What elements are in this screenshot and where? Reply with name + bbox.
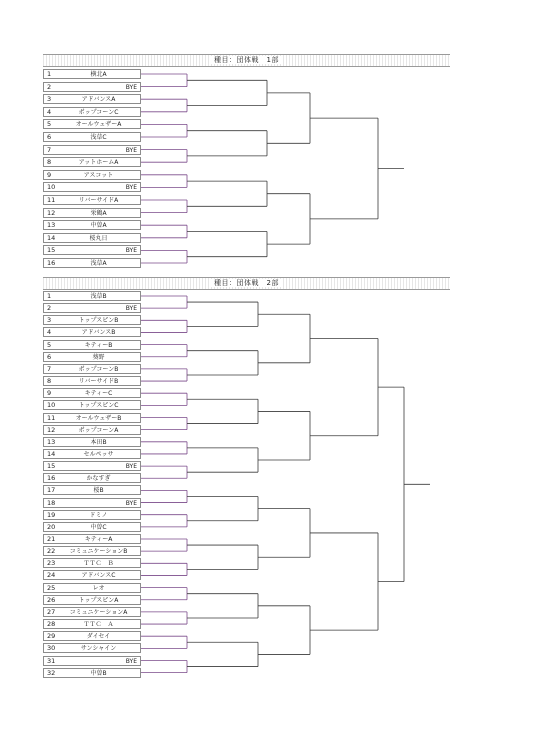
team-name: アドバンスC xyxy=(81,572,116,580)
seed-number: 24 xyxy=(47,571,56,580)
bye-label: BYE xyxy=(125,305,137,313)
team-name: 中曽B xyxy=(90,669,107,677)
seed-number: 21 xyxy=(47,535,56,543)
team-name: オールウェザーB xyxy=(75,414,122,422)
team-name: ＴＴＣ Ａ xyxy=(83,621,114,629)
team-name: かなすぎ xyxy=(86,475,111,483)
seed-number: 27 xyxy=(47,607,56,616)
team-name: 中曽A xyxy=(90,222,107,230)
seed-number: 8 xyxy=(47,158,52,167)
section1-title: 種目：団体戦 1部 xyxy=(211,56,282,64)
seed-number: 12 xyxy=(47,208,56,217)
team-name: 桜B xyxy=(93,487,104,495)
seed-number: 3 xyxy=(47,95,52,104)
seed-number: 4 xyxy=(47,328,52,337)
team-name: ポップコーンB xyxy=(78,365,119,373)
seed-number: 9 xyxy=(47,389,52,398)
team-name: レオ xyxy=(92,584,105,592)
section2-title: 種目：団体戦 2部 xyxy=(211,279,282,287)
seed-number: 16 xyxy=(47,474,56,483)
seed-number: 4 xyxy=(47,107,52,116)
seed-number: 13 xyxy=(47,221,56,230)
team-name: トップスピンB xyxy=(78,317,119,325)
seed-number: 5 xyxy=(47,120,52,129)
team-name: サンシャイン xyxy=(80,645,117,653)
team-name: リバーサイドA xyxy=(78,197,119,204)
seed-number: 25 xyxy=(47,583,56,592)
seed-number: 31 xyxy=(47,656,56,665)
team-name: アドバンスB xyxy=(81,329,116,337)
team-name: ポップコーンA xyxy=(78,426,119,434)
team-name: ポップコーンC xyxy=(78,108,119,116)
seed-number: 29 xyxy=(47,632,56,641)
seed-number: 7 xyxy=(47,145,52,154)
team-name: コミュニケーションA xyxy=(69,608,128,616)
seed-number: 2 xyxy=(47,82,52,91)
team-name: 浅草C xyxy=(90,134,107,141)
team-name: ＴＴＣ Ｂ xyxy=(83,560,114,568)
seed-number: 18 xyxy=(47,498,56,507)
seed-number: 16 xyxy=(47,259,56,267)
seed-number: 1 xyxy=(47,292,52,300)
team-name: オールウェザーA xyxy=(75,121,122,129)
team-name: 浅草A xyxy=(90,260,107,267)
seed-number: 17 xyxy=(47,486,56,495)
seed-number: 19 xyxy=(47,510,56,519)
team-name: 中曽C xyxy=(90,523,107,531)
team-name: キティーA xyxy=(84,536,113,543)
team-name: 栄鶴A xyxy=(90,209,107,217)
seed-number: 7 xyxy=(47,364,52,373)
team-name: 桜丸日 xyxy=(89,234,108,242)
bye-label: BYE xyxy=(125,499,137,507)
seed-number: 20 xyxy=(47,522,56,531)
bye-label: BYE xyxy=(125,247,137,255)
bye-label: BYE xyxy=(125,83,137,91)
team-name: アスコット xyxy=(83,171,114,179)
team-name: トップスピンC xyxy=(78,402,119,410)
team-name: ドミノ xyxy=(89,511,108,519)
seed-number: 8 xyxy=(47,377,52,386)
team-name: キティーC xyxy=(84,390,113,398)
team-name: リバーサイドB xyxy=(78,378,119,386)
seed-number: 15 xyxy=(47,246,56,255)
seed-number: 6 xyxy=(47,133,52,141)
seed-number: 15 xyxy=(47,462,56,471)
team-name: コミュニケーションB xyxy=(69,548,128,556)
seed-number: 23 xyxy=(47,559,56,568)
seed-number: 2 xyxy=(47,304,52,313)
team-name: セルペッサ xyxy=(83,450,114,458)
seed-number: 28 xyxy=(47,620,56,629)
seed-number: 14 xyxy=(47,233,56,242)
team-name: ダイセイ xyxy=(86,633,111,641)
bye-label: BYE xyxy=(125,146,137,154)
seed-number: 11 xyxy=(47,413,56,422)
seed-number: 3 xyxy=(47,316,52,325)
seed-number: 32 xyxy=(47,668,56,677)
seed-number: 13 xyxy=(47,437,56,446)
seed-number: 10 xyxy=(47,183,56,192)
seed-number: 1 xyxy=(47,70,52,78)
team-name: 浅草B xyxy=(90,293,107,300)
team-name: キティーB xyxy=(84,341,113,349)
seed-number: 22 xyxy=(47,547,56,556)
seed-number: 12 xyxy=(47,425,56,434)
seed-number: 10 xyxy=(47,401,56,410)
team-name: トップスピンA xyxy=(78,596,119,604)
team-name: アドバンスA xyxy=(81,96,116,104)
seed-number: 30 xyxy=(47,644,56,653)
seed-number: 5 xyxy=(47,340,52,349)
team-name: アットホームA xyxy=(78,159,119,167)
seed-number: 14 xyxy=(47,449,56,458)
seed-number: 9 xyxy=(47,170,52,179)
team-name: 本田B xyxy=(90,438,107,446)
seed-number: 26 xyxy=(47,595,56,604)
team-name: 葵野 xyxy=(92,353,105,361)
bye-label: BYE xyxy=(125,184,137,192)
team-name: 横北A xyxy=(90,71,107,78)
seed-number: 11 xyxy=(47,196,56,204)
bye-label: BYE xyxy=(125,463,137,471)
bye-label: BYE xyxy=(125,657,137,665)
seed-number: 6 xyxy=(47,352,52,361)
